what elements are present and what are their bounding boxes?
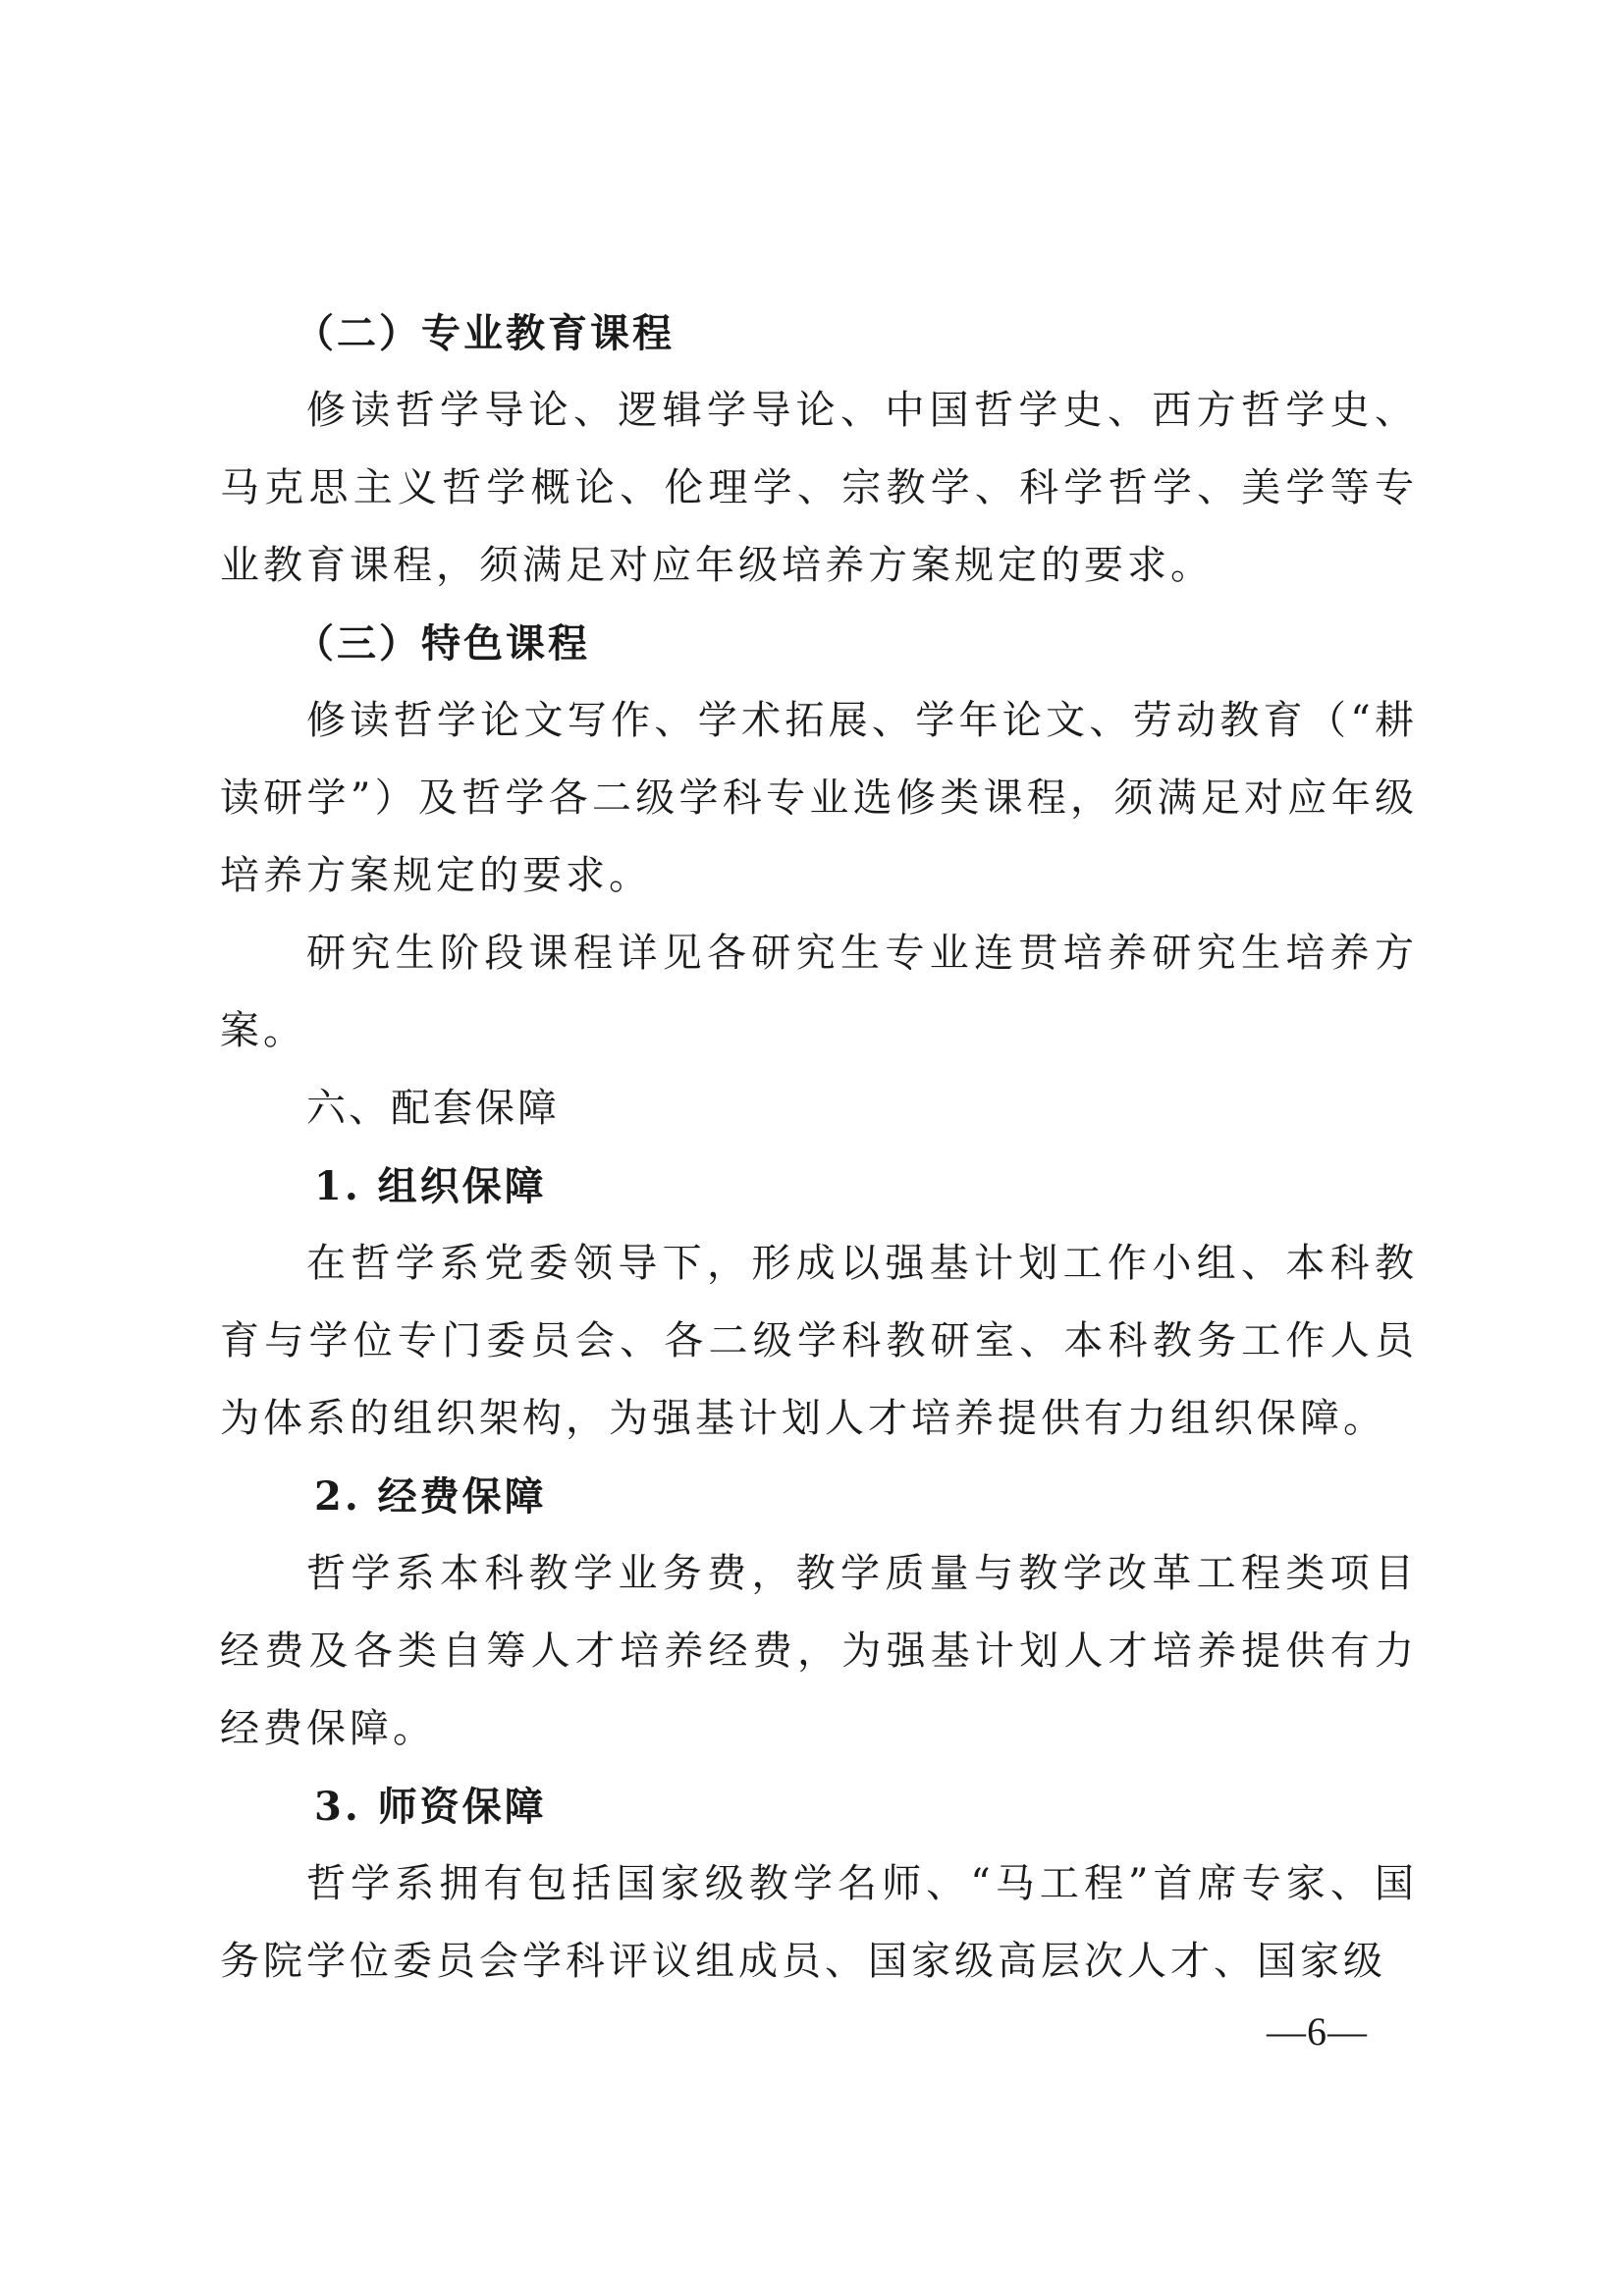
- document-body: [220, 294, 1418, 2001]
- paragraph-graduate-courses: 研究生阶段课程详见各研究生专业连贯培养研究生培养方案。: [220, 931, 1418, 1053]
- paragraph-featured-courses: 修读哲学论文写作、学术拓展、学年论文、劳动教育（“耕读研学”）及哲学各二级学科专业选修类课程，须满足对应年级培养方案规定的要求。: [220, 698, 1418, 898]
- paragraph-funding-support: 哲学系本科教学业务费，教学质量与教学改革工程类项目经费及各类自筹人才培养经费，为强基计划人才培养提供有力经费保障。: [220, 1551, 1418, 1751]
- section-heading-support: 六、配套保障: [306, 1086, 560, 1131]
- section-heading-featured-courses: （三）特色课程: [295, 620, 590, 667]
- subheading-organization-support: 1. 组织保障: [314, 1163, 547, 1209]
- subheading-faculty-support: 3. 师资保障: [314, 1784, 547, 1830]
- page-number: —6—: [1267, 2009, 1368, 2054]
- section-heading-professional-courses: （二）专业教育课程: [295, 310, 675, 356]
- paragraph-professional-courses: 修读哲学导论、逻辑学导论、中国哲学史、西方哲学史、马克思主义哲学概论、伦理学、宗教学、科学哲学、美学等专业教育课程，须满足对应年级培养方案规定的要求。: [220, 388, 1418, 588]
- paragraph-organization-support: 在哲学系党委领导下，形成以强基计划工作小组、本科教育与学位专门委员会、各二级学科教研室、本科教务工作人员为体系的组织架构，为强基计划人才培养提供有力组织保障。: [220, 1241, 1418, 1441]
- paragraph-faculty-support: 哲学系拥有包括国家级教学名师、“马工程”首席专家、国务院学位委员会学科评议组成员、国家级高层次人才、国家级: [220, 1861, 1418, 1984]
- subheading-funding-support: 2. 经费保障: [314, 1473, 547, 1520]
